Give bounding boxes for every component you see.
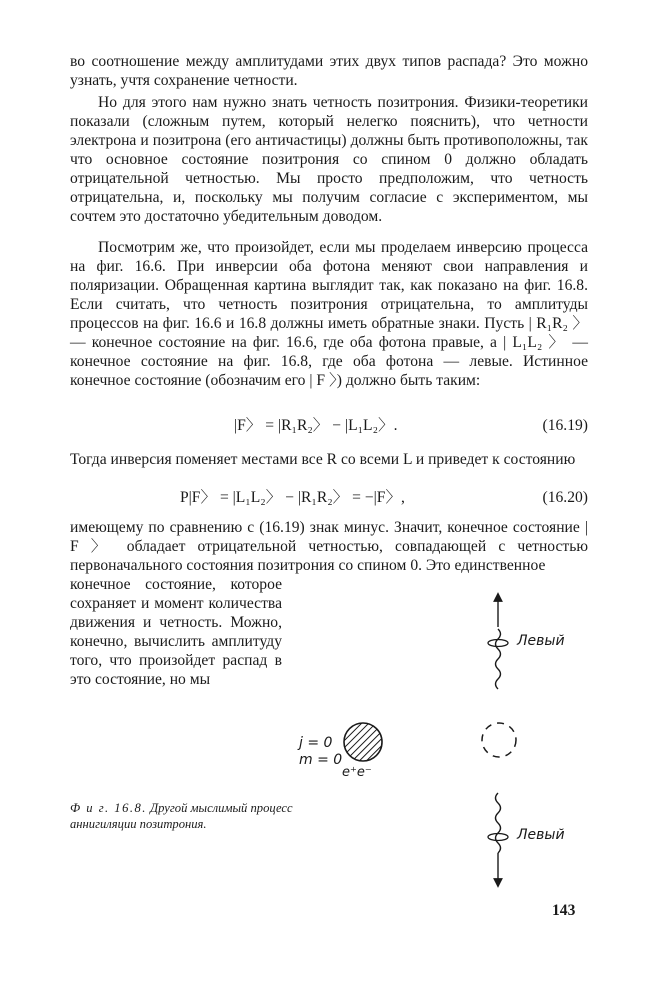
paragraph-2-text: Но для этого нам нужно знать четность позитрония. Физики-теоретики показали (сложным путем, который нелегко пояснить), что четности электрона и позитрона (его античастицы) должны быть противоположны, так что основное состояние позитрония со спином 0 должно обладать отрицательной четностью. Мы просто предположим, что четность отрицательна, и, поскольку мы получим согласие с экспериментом, мы сочтем это достаточно убедительным доводом. [70,94,588,225]
equation-16-19-expression: |F〉 = |R₁R₂〉 − |L₁L₂〉. [234,417,398,434]
figure-caption-label: Ф и г. 16.8. [70,801,147,815]
spin-m-label: m = 0 [299,752,343,768]
equation-16-19-number: (16.19) [542,417,588,434]
photon-bottom-label: Левый [517,827,565,843]
paragraph-1-text: во соотношение между амплитудами этих двух типов распада? Это можно узнать, учтя сохранение четности. [70,53,588,89]
equation-16-20-expression: P|F〉 = |L₁L₂〉 − |R₁R₂〉 = −|F〉, [180,489,405,506]
paragraph-4 [70,450,588,469]
photon-top-icon [488,597,508,689]
figure-caption [70,801,302,832]
paragraph-5 [70,518,588,575]
positronium-atom-icon [344,723,382,761]
spin-j-label: j = 0 [299,735,333,751]
figure-16-8 [280,585,600,895]
paragraph-4-text: Тогда инверсия поменяет местами все R со всеми L и приведет к состоянию [70,451,576,468]
equation-16-20-number: (16.20) [542,489,588,506]
paragraph-6-text: конечное состояние, которое сохраняет и момент количества движения и четность. Можно, конечно, вычислить амплитуду того, что произойдет распад в это состояние, но мы [70,576,282,688]
photon-bottom-icon [488,793,508,883]
paragraph-1 [70,52,588,90]
paragraph-3 [70,238,588,390]
figure-caption-text: Другой мыслимый процесс аннигиляции позитрония. [70,801,293,831]
paragraph-3-text: Посмотрим же, что произойдет, если мы проделаем инверсию процесса на фиг. 16.6. При инверсии оба фотона меняют свои направления и поляризации. Обращенная картина выглядит так, как показано на фиг. 16.8. Если считать, что четность позитрония отрицательна, то амплитуды процессов на фиг. 16.6 и 16.8 должны иметь обратные знаки. Пусть | R₁R₂ 〉 — конечное состояние на фиг. 16.6, где оба фотона правые, а | L₁L₂ 〉 — конечное состояние на фиг. 16.8, где оба фотона — левые. Истинное конечное состояние (обозначим его | F 〉) должно быть таким: [70,239,588,389]
paragraph-6 [70,575,282,689]
paragraph-2 [70,93,588,226]
photon-top-label: Левый [517,633,565,649]
particles-label: e⁺e⁻ [342,765,372,780]
page-number: 143 [552,902,576,919]
vanished-positronium-icon [482,723,516,757]
paragraph-5-text: имеющему по сравнению с (16.19) знак минус. Значит, конечное состояние | F 〉 обладает отрицательной четностью, совпадающей с четностью первоначального состояния позитрония со спином 0. Это единственное [70,519,588,574]
